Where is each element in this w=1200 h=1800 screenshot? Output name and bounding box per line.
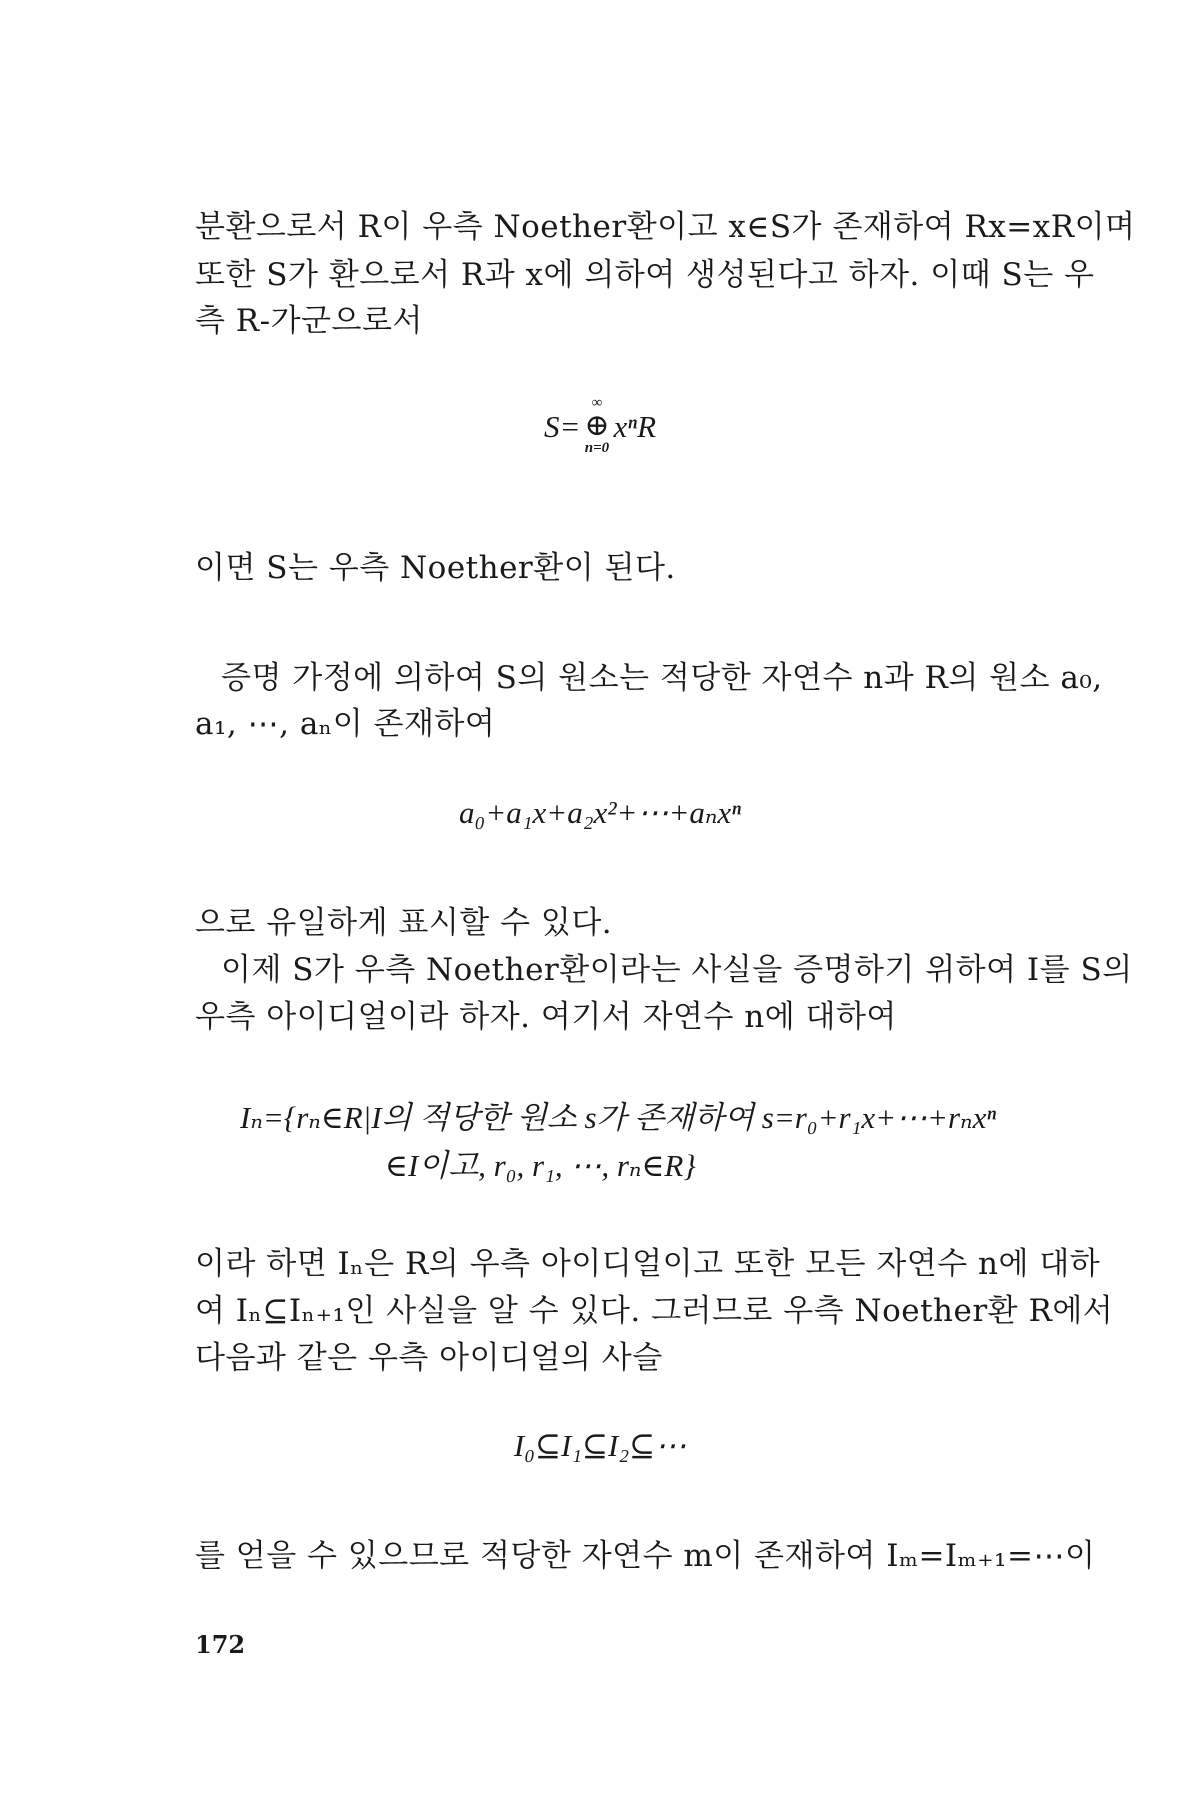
text-line: 으로 유일하게 표시할 수 있다. bbox=[195, 905, 613, 941]
text-line: 분환으로서 R이 우측 Noether환이고 x∈S가 존재하여 Rx=xR이며 bbox=[195, 209, 1136, 245]
text-line: 우측 아이디얼이라 하자. 여기서 자연수 n에 대하여 bbox=[195, 999, 897, 1035]
text-line: 를 얻을 수 있으므로 적당한 자연수 m이 존재하여 Iₘ=Iₘ₊₁=⋯이 bbox=[195, 1538, 1096, 1574]
page-number: 172 bbox=[195, 1630, 246, 1659]
equation-ideal-definition: Iₙ={rₙ∈R|I의 적당한 원소 s가 존재하여 s=r₀+r₁x+⋯+rₙxⁿ bbox=[240, 1100, 997, 1135]
text-line: 이라 하면 Iₙ은 R의 우측 아이디얼이고 또한 모든 자연수 n에 대하 bbox=[195, 1246, 1101, 1282]
text-line: 측 R-가군으로서 bbox=[195, 303, 423, 339]
lower-limit: n=0 bbox=[584, 440, 610, 456]
oplus-symbol: ⊕ bbox=[584, 409, 610, 442]
equation-ideal-definition-continued: ∈I이고, r₀, r₁, ⋯, rₙ∈R} bbox=[385, 1148, 696, 1183]
text-line: 이면 S는 우측 Noether환이 된다. bbox=[195, 550, 676, 586]
equation-lhs: S= bbox=[543, 409, 581, 445]
text-line: 다음과 같은 우측 아이디얼의 사슬 bbox=[195, 1340, 663, 1376]
text-line: 여 Iₙ⊆Iₙ₊₁인 사실을 알 수 있다. 그러므로 우측 Noether환 R에서 bbox=[195, 1293, 1114, 1329]
equation-ideal-chain: I₀⊆I₁⊆I₂⊆⋯ bbox=[513, 1428, 687, 1463]
equation-term: xⁿR bbox=[613, 409, 657, 445]
upper-limit: ∞ bbox=[591, 395, 603, 411]
equation-direct-sum bbox=[0, 395, 1200, 460]
text-line: a₁, ⋯, aₙ이 존재하여 bbox=[195, 706, 496, 742]
text-line: 이제 S가 우측 Noether환이라는 사실을 증명하기 위하여 I를 S의 bbox=[221, 952, 1133, 988]
direct-sum-operator bbox=[584, 396, 609, 456]
text-line: 또한 S가 환으로서 R과 x에 의하여 생성된다고 하자. 이때 S는 우 bbox=[195, 257, 1095, 293]
equation-polynomial: a₀+a₁x+a₂x²+⋯+aₙxⁿ bbox=[459, 795, 741, 830]
proof-line: 증명 가정에 의하여 S의 원소는 적당한 자연수 n과 R의 원소 a₀, bbox=[221, 660, 1103, 696]
